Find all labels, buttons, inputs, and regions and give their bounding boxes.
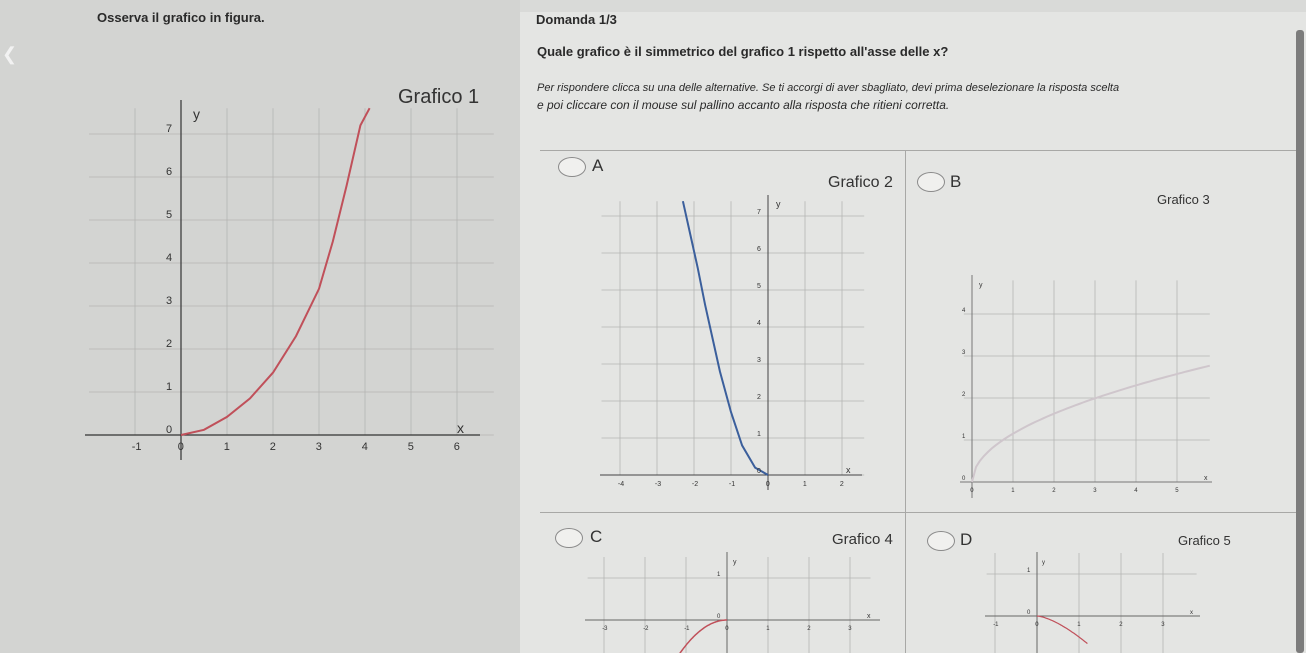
graph-2-y-tick: 1 xyxy=(757,431,761,438)
graph-1-x-tick: 6 xyxy=(453,441,460,453)
graph-3-y-label: y xyxy=(979,282,983,289)
graph-2-y-tick: 0 xyxy=(757,468,761,475)
graph-1-title: Grafico 1 xyxy=(398,86,480,108)
graph-3-y-tick: 1 xyxy=(962,434,966,440)
graph-2-y-tick: 4 xyxy=(757,320,761,327)
graph-1-x-tick: 2 xyxy=(269,441,276,453)
graph-5-y-tick: 1 xyxy=(1027,568,1031,574)
graph-2-x-tick: -2 xyxy=(691,481,699,488)
option-c-letter: C xyxy=(590,527,603,546)
graph-2-x-label: x xyxy=(846,465,851,475)
graph-5-chart xyxy=(985,548,1205,653)
graph-1-x-tick: -1 xyxy=(131,441,142,453)
graph-2-y-tick: 3 xyxy=(757,357,761,364)
graph-2-y-tick: 2 xyxy=(757,394,761,401)
graph-4-x-label: x xyxy=(867,613,871,620)
graph-5-x-tick: 3 xyxy=(1161,622,1165,628)
graph-5-curve xyxy=(1037,616,1087,644)
graph-3-y-tick: 3 xyxy=(962,350,966,356)
option-b-radio[interactable] xyxy=(917,172,945,192)
graph-1-y-tick: 1 xyxy=(166,381,173,393)
graph-4-x-tick: -2 xyxy=(643,626,649,632)
graph-3-y-tick: 4 xyxy=(962,308,966,314)
graph-4-x-tick: -1 xyxy=(684,626,690,632)
graph-2-title: Grafico 2 xyxy=(828,174,893,191)
question-top-bar xyxy=(520,0,1306,12)
graph-1-y-tick: 5 xyxy=(166,209,173,221)
graph-5-y-label: y xyxy=(1042,560,1045,566)
graph-4-x-tick: 1 xyxy=(766,626,770,632)
graph-1-chart xyxy=(85,95,505,475)
graph-3-y-tick: 2 xyxy=(962,392,966,398)
graph-2-x-tick: 2 xyxy=(839,481,844,488)
graph-3-x-tick: 5 xyxy=(1175,488,1179,494)
graph-2-y-tick: 6 xyxy=(757,246,761,253)
graph-4-title: Grafico 4 xyxy=(832,531,893,548)
graph-2-y-tick: 7 xyxy=(757,209,761,216)
graph-1-y-tick: 2 xyxy=(166,338,173,350)
graph-5-title: Grafico 5 xyxy=(1178,533,1231,548)
graph-5-y-tick: 0 xyxy=(1027,610,1031,616)
question-text: Quale grafico è il simmetrico del grafico 1 rispetto all'asse delle x? xyxy=(537,44,949,59)
chevron-left-icon[interactable]: ❮ xyxy=(2,44,18,64)
option-d-radio[interactable] xyxy=(927,531,955,551)
graph-1-x-tick: 3 xyxy=(315,441,322,453)
graph-3-x-tick: 3 xyxy=(1093,488,1097,494)
graph-1-x-tick: 0 xyxy=(177,441,184,453)
graph-3-x-tick: 2 xyxy=(1052,488,1056,494)
graph-5-x-tick: -1 xyxy=(993,622,999,628)
graph-5-x-label: x xyxy=(1190,610,1193,616)
option-a-radio[interactable] xyxy=(558,157,586,177)
graph-4-y-label: y xyxy=(733,559,737,566)
graph-2-x-tick: -1 xyxy=(728,481,736,488)
graph-2-x-tick: 1 xyxy=(802,481,807,488)
graph-1-curve xyxy=(181,108,370,435)
graph-2-x-tick: -4 xyxy=(617,481,625,488)
graph-3-x-tick: 4 xyxy=(1134,488,1138,494)
graph-4-chart xyxy=(585,548,885,653)
graph-1-grid xyxy=(89,108,494,435)
option-d-letter: D xyxy=(960,530,973,549)
graph-1-x-tick: 1 xyxy=(223,441,230,453)
graph-3-y-tick: 0 xyxy=(962,476,966,482)
instruction-line-2: e poi cliccare con il mouse sul pallino accanto alla risposta che ritieni corretta. xyxy=(537,98,950,112)
graph-4-y-tick: 0 xyxy=(717,614,721,620)
graph-4-x-tick: 2 xyxy=(807,626,811,632)
graph-1-y-tick: 3 xyxy=(166,295,173,307)
graph-1-y-tick: 4 xyxy=(166,252,173,264)
graph-4-x-tick: 3 xyxy=(848,626,852,632)
graph-2-y-label: y xyxy=(776,199,781,209)
graph-2-curve xyxy=(683,201,768,475)
graph-5-x-tick: 2 xyxy=(1119,622,1123,628)
graph-1-y-label: y xyxy=(193,106,200,122)
scrollbar[interactable] xyxy=(1296,30,1304,653)
divider-middle xyxy=(540,512,1296,513)
graph-4-y-tick: 1 xyxy=(717,572,721,578)
question-counter: Domanda 1/3 xyxy=(536,12,617,27)
graph-1-y-tick: 7 xyxy=(166,123,173,135)
graph-1-x-tick: 5 xyxy=(407,441,414,453)
divider-vertical xyxy=(905,150,906,653)
graph-4-x-tick: 0 xyxy=(725,626,729,632)
graph-4-x-tick: -3 xyxy=(602,626,608,632)
instruction-line-1: Per rispondere clicca su una delle alternative. Se ti accorgi di aver sbagliato, devi prima deselezionare la risposta scelta xyxy=(537,82,1120,94)
graph-3-x-tick: 0 xyxy=(970,488,974,494)
divider-top xyxy=(540,150,1296,151)
graph-2-chart xyxy=(600,190,870,500)
option-c-radio[interactable] xyxy=(555,528,583,548)
graph-2-x-tick: 0 xyxy=(765,481,770,488)
graph-1-x-label: x xyxy=(457,420,464,436)
graph-3-chart xyxy=(950,270,1225,505)
graph-1-y-tick: 6 xyxy=(166,166,173,178)
graph-3-curve xyxy=(972,366,1210,482)
graph-5-x-tick: 1 xyxy=(1077,622,1081,628)
graph-5-x-tick: 0 xyxy=(1035,622,1039,628)
left-instruction: Osserva il grafico in figura. xyxy=(97,10,265,25)
graph-4-curve xyxy=(678,620,727,653)
graph-3-x-tick: 1 xyxy=(1011,488,1015,494)
option-b-letter: B xyxy=(950,172,962,191)
graph-3-x-label: x xyxy=(1204,475,1208,482)
graph-2-y-tick: 5 xyxy=(757,283,761,290)
graph-1-x-tick: 4 xyxy=(361,441,368,453)
graph-3-title: Grafico 3 xyxy=(1157,192,1210,207)
graph-2-x-tick: -3 xyxy=(654,481,662,488)
option-a-letter: A xyxy=(592,156,604,175)
graph-1-y-tick: 0 xyxy=(166,424,173,436)
